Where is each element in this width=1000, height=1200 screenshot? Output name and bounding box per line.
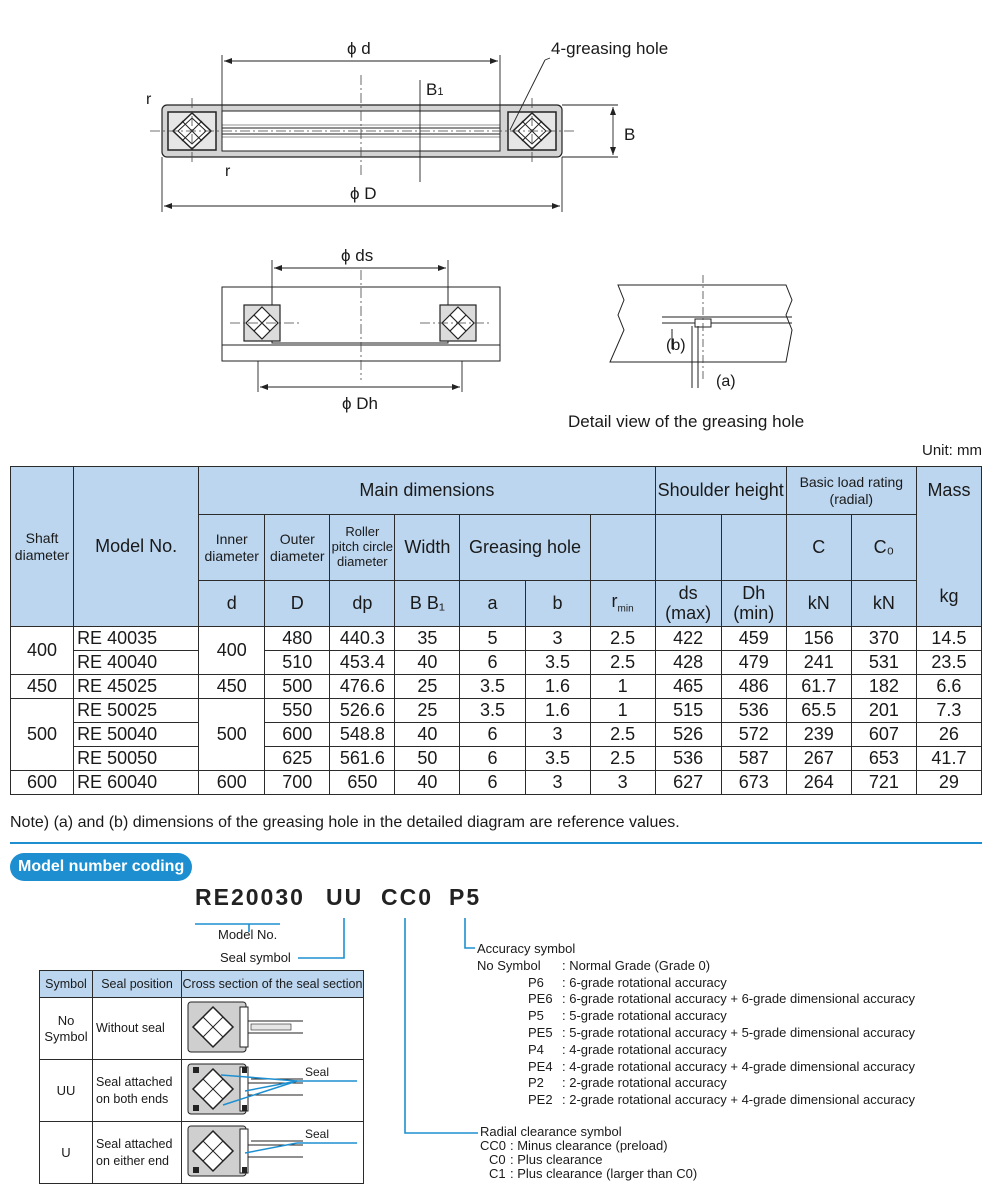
ds-cell: 515 xyxy=(655,699,721,723)
c0-cell: 201 xyxy=(851,699,916,723)
shaft-cell: 450 xyxy=(11,675,74,699)
unit-D: D xyxy=(265,581,330,627)
header-mass: Mass xyxy=(927,480,971,500)
dh-cell: 673 xyxy=(721,771,786,795)
c-cell: 267 xyxy=(786,747,851,771)
b-cell: 3.5 xyxy=(525,747,590,771)
greasing-hole-detail-diagram xyxy=(600,270,800,395)
radial-desc: : Minus clearance (preload) xyxy=(510,1138,668,1153)
list-item xyxy=(477,1025,915,1042)
list-item xyxy=(480,1139,697,1153)
unit-Dh: Dh (min) xyxy=(721,581,786,627)
ds-cell: 428 xyxy=(655,651,721,675)
outer-cell: 480 xyxy=(265,627,330,651)
dp-cell: 526.6 xyxy=(330,699,395,723)
b1-label xyxy=(426,80,443,99)
table-row xyxy=(11,651,982,675)
list-item xyxy=(477,958,915,975)
c0-cell: 653 xyxy=(851,747,916,771)
accuracy-code: P4 xyxy=(528,1041,544,1057)
radial-code: C0 xyxy=(489,1152,506,1167)
c-cell: 61.7 xyxy=(786,675,851,699)
detail-b-label: (b) xyxy=(666,337,686,354)
header-outer-diameter: Outer diameter xyxy=(265,515,330,581)
greasing-note: Note) (a) and (b) dimensions of the greasing hole in the detailed diagram are reference values. xyxy=(10,814,680,831)
list-item xyxy=(480,1153,697,1167)
seal-symbol-cell: UU xyxy=(40,1060,93,1122)
header-dh-spacer xyxy=(721,515,786,581)
header-rmin-spacer xyxy=(590,515,655,581)
seal-symbol-cell: No Symbol xyxy=(40,998,93,1060)
accuracy-code: PE2 xyxy=(528,1092,553,1108)
width-cell: 40 xyxy=(395,771,460,795)
mass-cell: 41.7 xyxy=(916,747,981,771)
c0-cell: 370 xyxy=(851,627,916,651)
accuracy-code: PE5 xyxy=(528,1024,553,1040)
model-no-label: Model No. xyxy=(218,927,278,942)
model-cell: RE 50040 xyxy=(74,723,199,747)
unit-rmin xyxy=(590,581,655,627)
dh-cell: 536 xyxy=(721,699,786,723)
r-cell: 1 xyxy=(590,675,655,699)
accuracy-desc: : 2-grade rotational accuracy + 4-grade dimensional accuracy xyxy=(562,1092,915,1108)
mass-cell: 26 xyxy=(916,723,981,747)
list-item xyxy=(477,991,915,1008)
width-cell: 40 xyxy=(395,651,460,675)
accuracy-code: P2 xyxy=(528,1075,544,1091)
header-inner-diameter: Inner diameter xyxy=(199,515,265,581)
phi-ds-label: ϕ ds xyxy=(341,246,374,265)
model-cell: RE 40035 xyxy=(74,627,199,651)
b-cell: 3 xyxy=(525,723,590,747)
accuracy-desc: : 6-grade rotational accuracy + 6-grade dimensional accuracy xyxy=(562,991,915,1007)
c-cell: 65.5 xyxy=(786,699,851,723)
unit-kN-C: kN xyxy=(786,581,851,627)
a-cell: 6 xyxy=(460,771,525,795)
a-cell: 3.5 xyxy=(460,675,525,699)
outer-cell: 500 xyxy=(265,675,330,699)
code-clearance-part: CC0 xyxy=(381,884,434,910)
mass-cell: 7.3 xyxy=(916,699,981,723)
code-accuracy-part: P5 xyxy=(449,884,482,910)
accuracy-code: PE4 xyxy=(528,1058,553,1074)
rmin-letter: r xyxy=(611,591,618,612)
header-model-no: Model No. xyxy=(74,467,199,627)
dh-cell: 479 xyxy=(721,651,786,675)
width-cell: 40 xyxy=(395,723,460,747)
list-item xyxy=(477,975,915,992)
b1-letter: B xyxy=(426,80,438,99)
greasing-hole-callout: 4-greasing hole xyxy=(551,39,669,58)
b1-subscript: 1 xyxy=(437,86,444,98)
outer-cell: 510 xyxy=(265,651,330,675)
ds-cell: 422 xyxy=(655,627,721,651)
outer-cell: 550 xyxy=(265,699,330,723)
unit-label: Unit: mm xyxy=(922,442,982,459)
list-item xyxy=(477,1008,915,1025)
ds-cell: 536 xyxy=(655,747,721,771)
seal-header-cross-section: Cross section of the seal section xyxy=(182,971,364,998)
section-divider xyxy=(10,842,982,844)
width-cell: 35 xyxy=(395,627,460,651)
list-item xyxy=(477,1092,915,1109)
r-cell: 2.5 xyxy=(590,651,655,675)
b-cell: 3 xyxy=(525,771,590,795)
accuracy-desc: : 4-grade rotational accuracy + 4-grade dimensional accuracy xyxy=(562,1058,915,1074)
c-cell: 264 xyxy=(786,771,851,795)
accuracy-desc: : 6-grade rotational accuracy xyxy=(562,974,727,990)
bearing-section-diagram xyxy=(0,0,1000,215)
b-cell: 3.5 xyxy=(525,651,590,675)
a-cell: 6 xyxy=(460,747,525,771)
both-seals-cross-section-image xyxy=(185,1061,360,1117)
unit-BB1: B B₁ xyxy=(395,581,460,627)
radial-title: Radial clearance symbol xyxy=(480,1124,622,1139)
header-C0: C₀ xyxy=(851,515,916,581)
dp-cell: 453.4 xyxy=(330,651,395,675)
ds-cell: 627 xyxy=(655,771,721,795)
table-row xyxy=(11,747,982,771)
phi-d-label: ϕ d xyxy=(347,39,371,58)
accuracy-title: Accuracy symbol xyxy=(477,941,576,956)
header-mass-cell xyxy=(916,467,981,627)
seal-cross-section-cell xyxy=(182,1060,364,1122)
model-number-coding-badge: Model number coding xyxy=(10,853,192,881)
dp-cell: 548.8 xyxy=(330,723,395,747)
accuracy-desc: : Normal Grade (Grade 0) xyxy=(562,957,711,973)
model-cell: RE 60040 xyxy=(74,771,199,795)
dimension-table xyxy=(10,466,982,795)
c0-cell: 607 xyxy=(851,723,916,747)
r-cell: 1 xyxy=(590,699,655,723)
a-cell: 6 xyxy=(460,723,525,747)
header-shoulder-height: Shoulder height xyxy=(655,467,786,515)
c0-cell: 531 xyxy=(851,651,916,675)
unit-a: a xyxy=(460,581,525,627)
seal-position-cell: Without seal xyxy=(93,998,182,1060)
header-main-dimensions: Main dimensions xyxy=(199,467,655,515)
mass-cell: 6.6 xyxy=(916,675,981,699)
table-row xyxy=(11,675,982,699)
accuracy-code: P6 xyxy=(528,974,544,990)
seal-cross-section-cell xyxy=(182,998,364,1060)
seal-symbol-label: Seal symbol xyxy=(220,950,291,965)
code-seal-part: UU xyxy=(326,884,364,910)
dh-cell: 587 xyxy=(721,747,786,771)
unit-d: d xyxy=(199,581,265,627)
b-cell: 3 xyxy=(525,627,590,651)
dp-cell: 650 xyxy=(330,771,395,795)
model-cell: RE 50025 xyxy=(74,699,199,723)
model-cell: RE 40040 xyxy=(74,651,199,675)
ds-cell: 526 xyxy=(655,723,721,747)
accuracy-code: PE6 xyxy=(528,991,553,1007)
phi-Dh-label: ϕ Dh xyxy=(342,394,378,413)
ds-cell: 465 xyxy=(655,675,721,699)
c0-cell: 721 xyxy=(851,771,916,795)
no-seal-cross-section-image xyxy=(185,999,360,1055)
model-cell: RE 45025 xyxy=(74,675,199,699)
accuracy-desc: : 4-grade rotational accuracy xyxy=(562,1041,727,1057)
unit-dp: dp xyxy=(330,581,395,627)
a-cell: 3.5 xyxy=(460,699,525,723)
c-cell: 239 xyxy=(786,723,851,747)
model-cell: RE 50050 xyxy=(74,747,199,771)
accuracy-desc: : 5-grade rotational accuracy + 5-grade dimensional accuracy xyxy=(562,1024,915,1040)
radial-code: CC0 xyxy=(480,1138,507,1153)
table-row xyxy=(11,627,982,651)
seal-position-cell: Seal attached on both ends xyxy=(93,1060,182,1122)
mounting-diagram xyxy=(0,240,560,415)
header-C: C xyxy=(786,515,851,581)
seal-callout-label: Seal xyxy=(305,1065,330,1079)
seal-cross-section-cell xyxy=(182,1122,364,1184)
dp-cell: 476.6 xyxy=(330,675,395,699)
dp-cell: 440.3 xyxy=(330,627,395,651)
radial-clearance-list xyxy=(480,1125,697,1181)
rmin-subscript: min xyxy=(617,603,634,615)
single-seal-cross-section-image xyxy=(185,1123,360,1179)
unit-kg: kg xyxy=(939,585,959,606)
accuracy-code: P5 xyxy=(528,1008,544,1024)
header-roller-pitch: Roller pitch circle diameter xyxy=(330,515,395,581)
r-top-label: r xyxy=(146,91,152,108)
seal-row xyxy=(40,1060,364,1122)
mass-cell: 14.5 xyxy=(916,627,981,651)
header-basic-load-rating: Basic load rating (radial) xyxy=(786,467,916,515)
accuracy-code: No Symbol xyxy=(477,957,541,973)
b-cell: 1.6 xyxy=(525,675,590,699)
b-cell: 1.6 xyxy=(525,699,590,723)
dh-cell: 459 xyxy=(721,627,786,651)
a-cell: 6 xyxy=(460,651,525,675)
c0-cell: 182 xyxy=(851,675,916,699)
b-label: B xyxy=(624,125,636,144)
header-ds-spacer xyxy=(655,515,721,581)
table-row xyxy=(11,699,982,723)
radial-desc: : Plus clearance xyxy=(510,1152,603,1167)
r-bottom-label: r xyxy=(225,163,231,180)
shaft-cell: 600 xyxy=(11,771,74,795)
radial-code: C1 xyxy=(489,1166,506,1181)
seal-callout-label: Seal xyxy=(305,1127,330,1141)
list-item xyxy=(477,1075,915,1092)
c-cell: 241 xyxy=(786,651,851,675)
width-cell: 25 xyxy=(395,675,460,699)
a-cell: 5 xyxy=(460,627,525,651)
seal-symbol-cell: U xyxy=(40,1122,93,1184)
r-cell: 2.5 xyxy=(590,627,655,651)
table-row xyxy=(11,771,982,795)
unit-b: b xyxy=(525,581,590,627)
dh-cell: 572 xyxy=(721,723,786,747)
width-cell: 50 xyxy=(395,747,460,771)
phi-D-label: ϕ D xyxy=(350,184,377,203)
detail-caption: Detail view of the greasing hole xyxy=(568,412,805,431)
list-item xyxy=(480,1167,697,1181)
outer-cell: 600 xyxy=(265,723,330,747)
seal-position-cell: Seal attached on either end xyxy=(93,1122,182,1184)
list-item xyxy=(477,1059,915,1076)
accuracy-symbol-list xyxy=(477,941,915,1109)
header-shaft-diameter: Shaft diameter xyxy=(11,467,74,627)
unit-ds: ds (max) xyxy=(655,581,721,627)
detail-a-label: (a) xyxy=(716,373,736,390)
outer-cell: 700 xyxy=(265,771,330,795)
seal-row xyxy=(40,1122,364,1184)
r-cell: 2.5 xyxy=(590,747,655,771)
mass-cell: 29 xyxy=(916,771,981,795)
dp-cell: 561.6 xyxy=(330,747,395,771)
mass-cell: 23.5 xyxy=(916,651,981,675)
shaft-cell: 500 xyxy=(11,699,74,771)
table-row xyxy=(11,723,982,747)
shaft-cell: 400 xyxy=(11,627,74,675)
inner-cell: 500 xyxy=(199,699,265,771)
list-item xyxy=(477,1042,915,1059)
inner-cell: 400 xyxy=(199,627,265,675)
c-cell: 156 xyxy=(786,627,851,651)
width-cell: 25 xyxy=(395,699,460,723)
accuracy-desc: : 2-grade rotational accuracy xyxy=(562,1075,727,1091)
seal-row xyxy=(40,998,364,1060)
radial-desc: : Plus clearance (larger than C0) xyxy=(510,1166,698,1181)
r-cell: 3 xyxy=(590,771,655,795)
r-cell: 2.5 xyxy=(590,723,655,747)
inner-cell: 600 xyxy=(199,771,265,795)
seal-header-symbol: Symbol xyxy=(40,971,93,998)
header-greasing-hole: Greasing hole xyxy=(460,515,590,581)
header-width: Width xyxy=(395,515,460,581)
seal-header-position: Seal position xyxy=(93,971,182,998)
code-model-part: RE20030 xyxy=(195,884,305,910)
inner-cell: 450 xyxy=(199,675,265,699)
seal-symbol-table xyxy=(39,970,364,1184)
outer-cell: 625 xyxy=(265,747,330,771)
accuracy-desc: : 5-grade rotational accuracy xyxy=(562,1008,727,1024)
dh-cell: 486 xyxy=(721,675,786,699)
unit-kN-C0: kN xyxy=(851,581,916,627)
